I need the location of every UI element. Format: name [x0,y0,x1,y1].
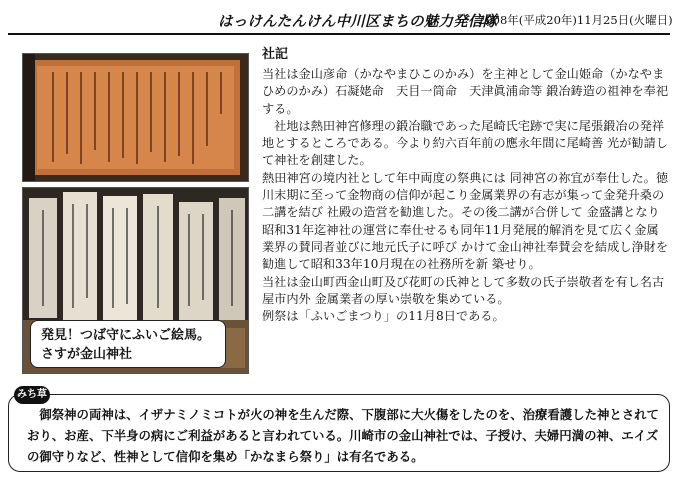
header-divider [8,33,670,35]
article-paragraph: 当社は金山町西金山町及び花町の氏神として多数の氏子崇敬者を有し名古屋市内外 金属業者の厚い崇敬を集めている。 [262,274,665,306]
series-title: はっけんたんけん中川区まちの魅力発信隊 [218,14,498,30]
issue-date: 2008年(平成20年)11月25日(火曜日) [478,13,673,27]
shrine-record-article [262,46,670,325]
article-heading: 社記 [262,47,289,62]
caption-line-1: 発見！つば守にふいご絵馬。 [41,328,211,343]
note-label-badge: みち草 [14,386,50,404]
article-paragraph: 例祭は「ふいごまつり」の11月8日である。 [262,309,505,324]
shrine-record-sign-photo [22,53,249,182]
article-paragraph: 社地は熱田神宮修理の鍛冶職であった尾崎氏宅跡で実に尾張鍛冶の発祥地とするところである。今より約六百年前の應永年間に尾崎善 光が勧請して神社を創建した。 [262,118,668,168]
article-paragraph: 熱田神宮の境内社として年中両度の祭典には 同神宮の祢宜が奉仕した。徳川末期に至って金物商の信仰が起こり金属業界の有志が集って金発升桑の二講を結び 社殿の造営を勧進した。その後二講が合併して 金盛講となり昭和31年迄神社の運営に奉仕せるも同年11月発展的解消を見て広く金属業界の賛同者並びに地元氏子に呼び かけて金山神社奉賛会を結成し浄財を勧進して昭和33年10月現在の社務所を新 築せり。 [262,170,669,272]
page-header [0,0,677,34]
note-text: 御祭神の両神は、イザナミノミコトが火の神を生んだ際、下腹部に大火傷をしたのを、治療看護した神とされており、お産、下半身の病にご利益があると言われている。川崎市の金山神社では、子授け、夫婦円満の神、エイズの御守りなど、性神として信仰を集め「かなまら祭り」は有名である。 [27,407,659,464]
shrine-record-sign-image [23,54,248,181]
caption-line-2: さすが金山神社 [41,347,133,362]
sidebar-note-box [8,394,670,472]
photo-caption [30,320,226,368]
article-paragraph: 当社は金山彦命（かなやまひこのかみ）を主神として金山姫命（かなやまひめのかみ）石凝姥命 天目一筒命 天津眞浦命等 鍛冶鋳造の祖神を奉祀する。 [262,67,669,116]
